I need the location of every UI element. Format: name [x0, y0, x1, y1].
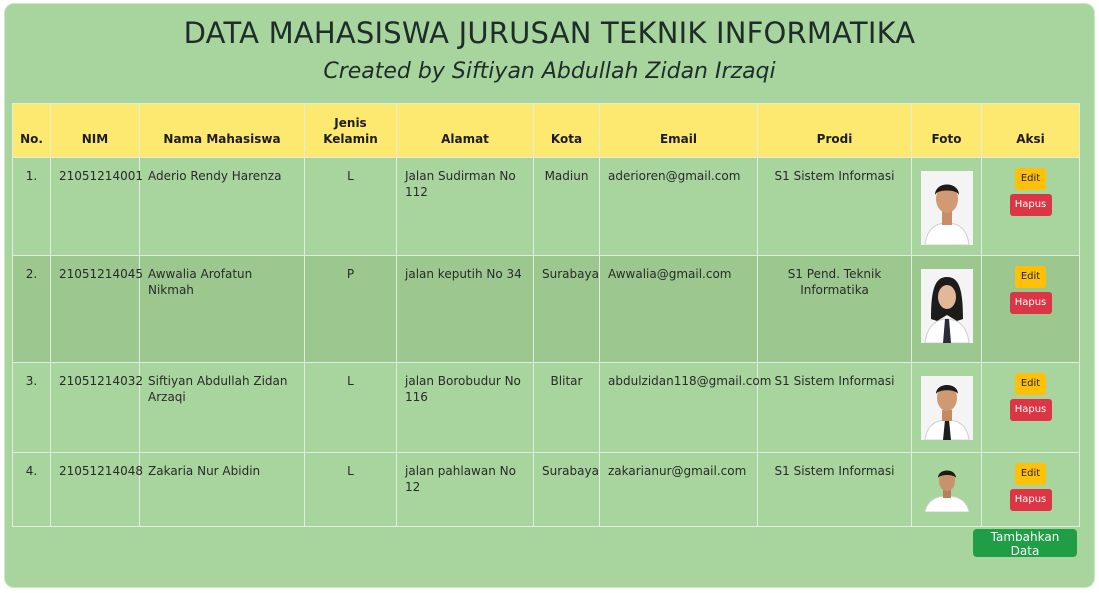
cell-foto — [912, 453, 982, 527]
cell-jenis-kelamin: L — [305, 363, 397, 453]
cell-no: 3. — [13, 363, 51, 453]
cell-aksi — [982, 363, 1080, 453]
cell-nim: 21051214048 — [51, 453, 140, 527]
cell-aksi — [982, 453, 1080, 527]
cell-nama: Zakaria Nur Abidin — [140, 453, 305, 527]
table-header-row — [13, 104, 1080, 158]
cell-alamat: Jalan Sudirman No 112 — [397, 158, 534, 256]
cell-no: 4. — [13, 453, 51, 527]
header-prodi: Prodi — [758, 104, 912, 158]
edit-button[interactable]: Edit — [1015, 266, 1046, 288]
cell-no: 2. — [13, 256, 51, 363]
cell-aksi — [982, 158, 1080, 256]
header-alamat: Alamat — [397, 104, 534, 158]
table-row — [13, 256, 1080, 363]
add-data-button[interactable]: Tambahkan Data — [973, 529, 1077, 557]
header-email: Email — [600, 104, 758, 158]
edit-button[interactable]: Edit — [1015, 463, 1046, 485]
delete-button[interactable]: Hapus — [1010, 399, 1052, 421]
cell-nim: 21051214045 — [51, 256, 140, 363]
cell-foto — [912, 158, 982, 256]
header-aksi: Aksi — [982, 104, 1080, 158]
header-nama: Nama Mahasiswa — [140, 104, 305, 158]
page-title: DATA MAHASISWA JURUSAN TEKNIK INFORMATIKA — [183, 16, 916, 50]
cell-jenis-kelamin: L — [305, 158, 397, 256]
cell-prodi: S1 Sistem Informasi — [758, 158, 912, 256]
cell-aksi — [982, 256, 1080, 363]
header-jenis-kelamin: Jenis Kelamin — [305, 104, 397, 158]
table-row — [13, 453, 1080, 527]
cell-jenis-kelamin: P — [305, 256, 397, 363]
cell-alamat: jalan keputih No 34 — [397, 256, 534, 363]
header-foto: Foto — [912, 104, 982, 158]
student-photo — [921, 269, 973, 343]
cell-alamat: jalan pahlawan No 12 — [397, 453, 534, 527]
cell-prodi: S1 Sistem Informasi — [758, 453, 912, 527]
cell-kota: Surabaya — [534, 256, 600, 363]
cell-prodi: S1 Pend. Teknik Informatika — [758, 256, 912, 363]
header-kota: Kota — [534, 104, 600, 158]
table-row — [13, 158, 1080, 256]
cell-jenis-kelamin: L — [305, 453, 397, 527]
delete-button[interactable]: Hapus — [1010, 292, 1052, 314]
cell-nim: 21051214001 — [51, 158, 140, 256]
cell-email: abdulzidan118@gmail.com — [600, 363, 758, 453]
student-photo — [921, 466, 973, 512]
delete-button[interactable]: Hapus — [1010, 489, 1052, 511]
delete-button[interactable]: Hapus — [1010, 194, 1052, 216]
cell-kota: Madiun — [534, 158, 600, 256]
cell-prodi: S1 Sistem Informasi — [758, 363, 912, 453]
edit-button[interactable]: Edit — [1015, 373, 1046, 395]
cell-foto — [912, 256, 982, 363]
header-nim: NIM — [51, 104, 140, 158]
cell-email: Awwalia@gmail.com — [600, 256, 758, 363]
cell-alamat: jalan Borobudur No 116 — [397, 363, 534, 453]
cell-nama: Awwalia Arofatun Nikmah — [140, 256, 305, 363]
cell-email: zakarianur@gmail.com — [600, 453, 758, 527]
cell-foto — [912, 363, 982, 453]
page-subtitle: Created by Siftiyan Abdullah Zidan Irzaqi — [323, 59, 776, 84]
table-row — [13, 363, 1080, 453]
student-photo — [921, 171, 973, 245]
student-photo — [921, 376, 973, 440]
cell-kota: Blitar — [534, 363, 600, 453]
cell-kota: Surabaya — [534, 453, 600, 527]
student-table — [12, 103, 1080, 527]
header-no: No. — [13, 104, 51, 158]
cell-nama: Aderio Rendy Harenza — [140, 158, 305, 256]
edit-button[interactable]: Edit — [1015, 168, 1046, 190]
cell-email: aderioren@gmail.com — [600, 158, 758, 256]
cell-nim: 21051214032 — [51, 363, 140, 453]
cell-nama: Siftiyan Abdullah Zidan Arzaqi — [140, 363, 305, 453]
cell-no: 1. — [13, 158, 51, 256]
